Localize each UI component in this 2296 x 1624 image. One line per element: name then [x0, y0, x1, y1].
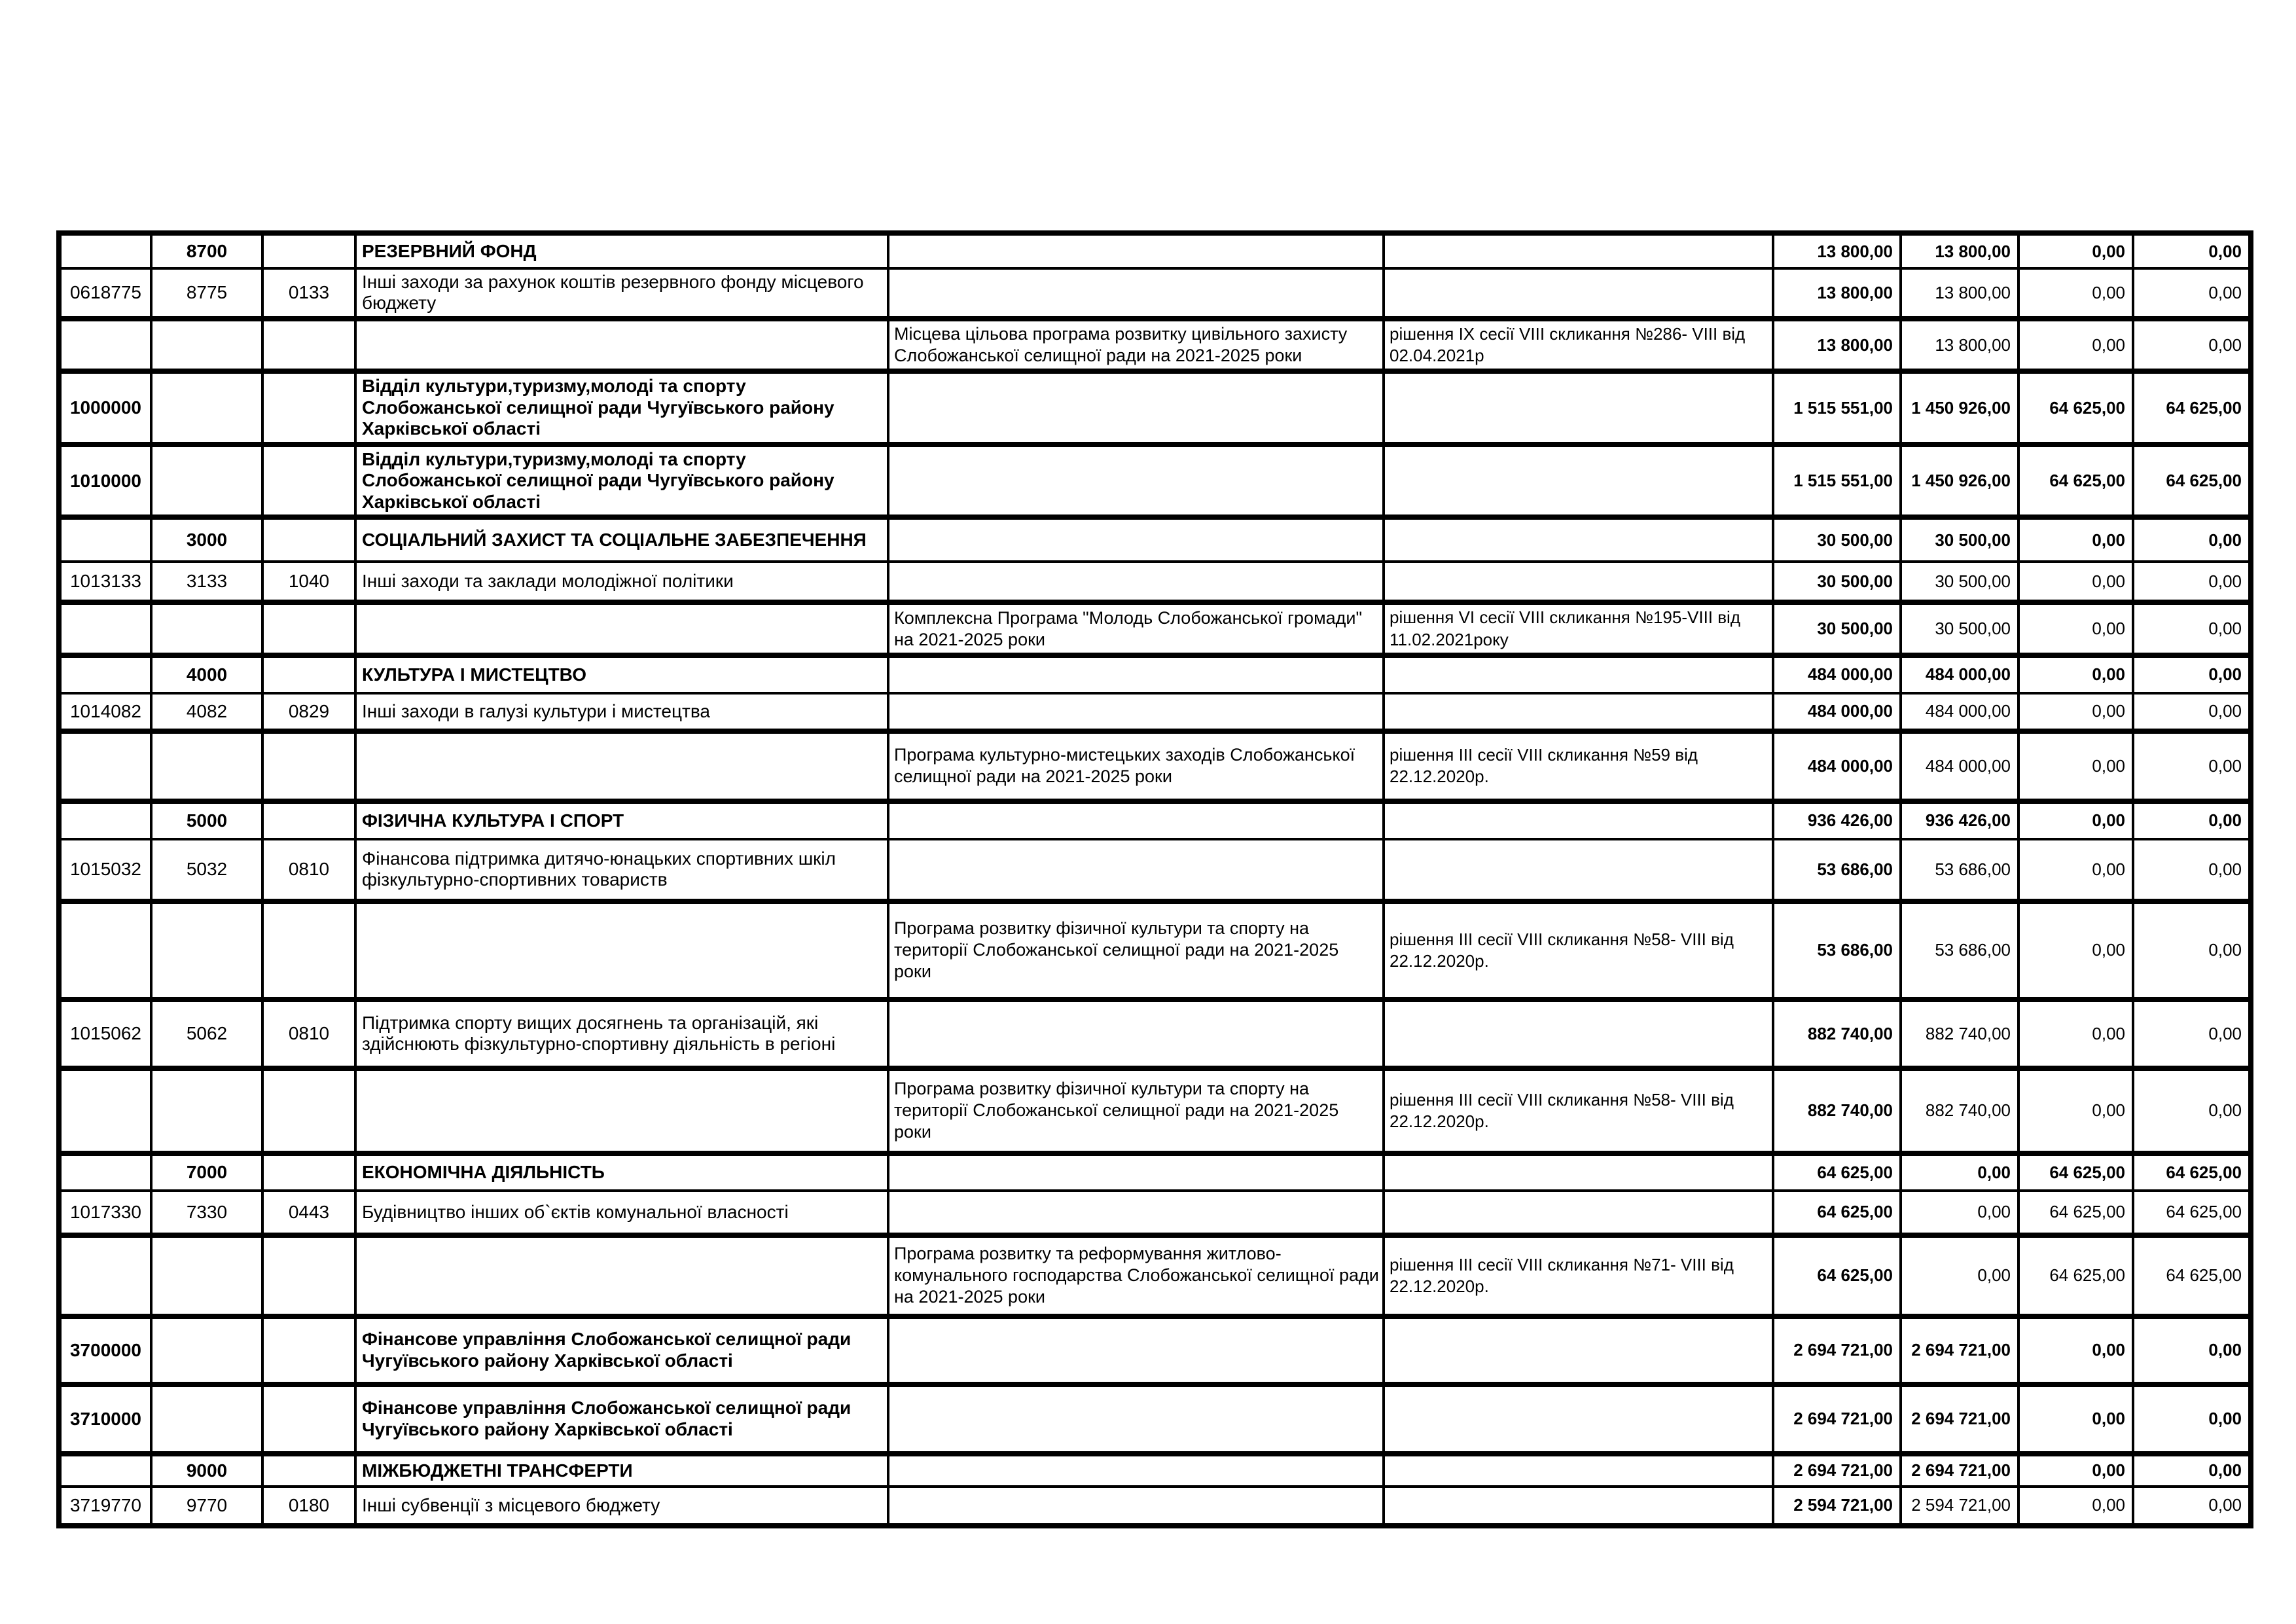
- cell-code-tpkvkmb: [151, 319, 262, 372]
- cell-amount-total: 1 515 551,00: [1773, 371, 1901, 444]
- cell-name: [355, 731, 888, 801]
- cell-code-program: [59, 731, 151, 801]
- cell-amount-development: 64 625,00: [2133, 1191, 2251, 1235]
- cell-decision: [1384, 1384, 1773, 1454]
- cell-amount-development: 0,00: [2133, 901, 2251, 1000]
- cell-decision: рішення III сесії VIII скликання №59 від 22.12.2020р.: [1384, 731, 1773, 801]
- cell-code-tpkvkmb: 5032: [151, 839, 262, 901]
- cell-program: [888, 1487, 1384, 1526]
- cell-program: Програма розвитку фізичної культури та спорту на території Слобожанської селищної ради на 2021-2025 роки: [888, 1068, 1384, 1153]
- cell-decision: [1384, 1191, 1773, 1235]
- cell-program: [888, 1191, 1384, 1235]
- cell-code-program: 3700000: [59, 1316, 151, 1384]
- cell-code-tpkvkmb: [151, 371, 262, 444]
- cell-program: [888, 1454, 1384, 1487]
- cell-amount-development: 0,00: [2133, 562, 2251, 602]
- cell-amount-development: 64 625,00: [2133, 444, 2251, 517]
- cell-amount-special: 0,00: [2018, 839, 2133, 901]
- cell-code-program: 1000000: [59, 371, 151, 444]
- cell-name: [355, 1068, 888, 1153]
- cell-amount-development: 0,00: [2133, 1068, 2251, 1153]
- cell-amount-general: 30 500,00: [1901, 602, 2018, 655]
- cell-amount-total: 64 625,00: [1773, 1191, 1901, 1235]
- cell-amount-development: 0,00: [2133, 233, 2251, 268]
- cell-amount-development: 0,00: [2133, 693, 2251, 731]
- cell-code-tpkvkmb: 8775: [151, 268, 262, 319]
- table-row: [59, 1000, 2251, 1068]
- cell-name: РЕЗЕРВНИЙ ФОНД: [355, 233, 888, 268]
- table-row: [59, 801, 2251, 839]
- cell-code-fk: 0443: [262, 1191, 355, 1235]
- cell-amount-total: 30 500,00: [1773, 517, 1901, 562]
- table-row: [59, 319, 2251, 372]
- cell-program: [888, 801, 1384, 839]
- cell-code-fk: 0180: [262, 1487, 355, 1526]
- cell-amount-special: 64 625,00: [2018, 371, 2133, 444]
- cell-name: [355, 602, 888, 655]
- cell-code-tpkvkmb: [151, 1316, 262, 1384]
- cell-amount-total: 30 500,00: [1773, 562, 1901, 602]
- cell-decision: рішення III сесії VIII скликання №58- VIII від 22.12.2020р.: [1384, 1068, 1773, 1153]
- cell-program: [888, 562, 1384, 602]
- cell-code-fk: [262, 233, 355, 268]
- cell-code-fk: [262, 1068, 355, 1153]
- table-row: [59, 1487, 2251, 1526]
- cell-amount-general: 13 800,00: [1901, 268, 2018, 319]
- cell-amount-general: 30 500,00: [1901, 517, 2018, 562]
- cell-amount-general: 53 686,00: [1901, 839, 2018, 901]
- cell-amount-special: 0,00: [2018, 602, 2133, 655]
- cell-amount-general: 13 800,00: [1901, 319, 2018, 372]
- cell-code-tpkvkmb: [151, 1235, 262, 1316]
- cell-amount-special: 0,00: [2018, 731, 2133, 801]
- cell-program: Місцева цільова програма розвитку цивільного захисту Слобожанської селищної ради на 2021-2025 роки: [888, 319, 1384, 372]
- cell-amount-general: 0,00: [1901, 1191, 2018, 1235]
- budget-table-body: [59, 233, 2251, 1526]
- cell-name: Інші заходи в галузі культури і мистецтва: [355, 693, 888, 731]
- cell-program: [888, 655, 1384, 693]
- cell-code-program: [59, 602, 151, 655]
- cell-amount-special: 0,00: [2018, 801, 2133, 839]
- cell-code-tpkvkmb: [151, 602, 262, 655]
- cell-amount-total: 13 800,00: [1773, 319, 1901, 372]
- cell-code-tpkvkmb: 3000: [151, 517, 262, 562]
- cell-code-program: [59, 901, 151, 1000]
- cell-amount-development: 0,00: [2133, 1384, 2251, 1454]
- cell-code-program: [59, 319, 151, 372]
- cell-code-program: [59, 1235, 151, 1316]
- cell-code-tpkvkmb: 9770: [151, 1487, 262, 1526]
- cell-code-program: [59, 1068, 151, 1153]
- cell-code-tpkvkmb: 3133: [151, 562, 262, 602]
- cell-amount-general: 2 594 721,00: [1901, 1487, 2018, 1526]
- cell-amount-total: 13 800,00: [1773, 233, 1901, 268]
- cell-amount-general: 1 450 926,00: [1901, 444, 2018, 517]
- cell-amount-total: 53 686,00: [1773, 901, 1901, 1000]
- cell-code-tpkvkmb: 4000: [151, 655, 262, 693]
- cell-code-fk: [262, 801, 355, 839]
- cell-name: СОЦІАЛЬНИЙ ЗАХИСТ ТА СОЦІАЛЬНЕ ЗАБЕЗПЕЧЕННЯ: [355, 517, 888, 562]
- table-row: [59, 1316, 2251, 1384]
- cell-name: [355, 901, 888, 1000]
- cell-name: МІЖБЮДЖЕТНІ ТРАНСФЕРТИ: [355, 1454, 888, 1487]
- cell-name: Інші заходи та заклади молодіжної політики: [355, 562, 888, 602]
- cell-amount-development: 0,00: [2133, 602, 2251, 655]
- cell-decision: [1384, 839, 1773, 901]
- cell-name: Інші субвенції з місцевого бюджету: [355, 1487, 888, 1526]
- cell-code-tpkvkmb: 7330: [151, 1191, 262, 1235]
- table-row: [59, 1153, 2251, 1191]
- cell-amount-total: 2 694 721,00: [1773, 1316, 1901, 1384]
- cell-program: [888, 1153, 1384, 1191]
- cell-decision: [1384, 233, 1773, 268]
- cell-amount-general: 936 426,00: [1901, 801, 2018, 839]
- cell-amount-special: 0,00: [2018, 1454, 2133, 1487]
- cell-code-fk: [262, 1235, 355, 1316]
- cell-amount-total: 484 000,00: [1773, 655, 1901, 693]
- cell-decision: [1384, 1487, 1773, 1526]
- cell-program: Комплексна Програма "Молодь Слобожанської громади" на 2021-2025 роки: [888, 602, 1384, 655]
- cell-amount-total: 484 000,00: [1773, 693, 1901, 731]
- cell-name: Відділ культури,туризму,молоді та спорту Слобожанської селищної ради Чугуївського району Харківської області: [355, 444, 888, 517]
- table-row: [59, 1235, 2251, 1316]
- cell-amount-total: 484 000,00: [1773, 731, 1901, 801]
- cell-amount-development: 0,00: [2133, 1454, 2251, 1487]
- cell-amount-general: 484 000,00: [1901, 655, 2018, 693]
- cell-decision: рішення IX сесії VIII скликання №286- VIII від 02.04.2021р: [1384, 319, 1773, 372]
- cell-code-program: 3710000: [59, 1384, 151, 1454]
- cell-program: [888, 517, 1384, 562]
- cell-amount-special: 0,00: [2018, 1068, 2133, 1153]
- cell-decision: [1384, 562, 1773, 602]
- cell-code-fk: [262, 517, 355, 562]
- cell-amount-general: 484 000,00: [1901, 731, 2018, 801]
- cell-code-fk: 0810: [262, 1000, 355, 1068]
- cell-code-program: [59, 1454, 151, 1487]
- table-row: [59, 1454, 2251, 1487]
- cell-program: [888, 268, 1384, 319]
- cell-amount-special: 64 625,00: [2018, 1235, 2133, 1316]
- cell-code-program: [59, 233, 151, 268]
- cell-decision: [1384, 655, 1773, 693]
- cell-program: [888, 371, 1384, 444]
- cell-code-tpkvkmb: [151, 444, 262, 517]
- cell-code-fk: [262, 1384, 355, 1454]
- cell-amount-general: 0,00: [1901, 1235, 2018, 1316]
- cell-code-fk: [262, 319, 355, 372]
- cell-name: [355, 319, 888, 372]
- cell-program: [888, 1384, 1384, 1454]
- cell-code-tpkvkmb: 9000: [151, 1454, 262, 1487]
- cell-code-fk: [262, 655, 355, 693]
- table-row: [59, 693, 2251, 731]
- table-row: [59, 233, 2251, 268]
- table-row: [59, 371, 2251, 444]
- cell-program: [888, 839, 1384, 901]
- cell-amount-general: 0,00: [1901, 1153, 2018, 1191]
- cell-name: ФІЗИЧНА КУЛЬТУРА І СПОРТ: [355, 801, 888, 839]
- cell-code-program: 1015062: [59, 1000, 151, 1068]
- cell-program: [888, 233, 1384, 268]
- cell-amount-development: 0,00: [2133, 839, 2251, 901]
- cell-amount-general: 882 740,00: [1901, 1000, 2018, 1068]
- cell-name: Відділ культури,туризму,молоді та спорту Слобожанської селищної ради Чугуївського району Харківської області: [355, 371, 888, 444]
- cell-code-tpkvkmb: 5000: [151, 801, 262, 839]
- cell-amount-development: 64 625,00: [2133, 1153, 2251, 1191]
- cell-decision: [1384, 693, 1773, 731]
- cell-amount-total: 13 800,00: [1773, 268, 1901, 319]
- cell-amount-special: 0,00: [2018, 1000, 2133, 1068]
- cell-amount-development: 0,00: [2133, 319, 2251, 372]
- cell-amount-special: 0,00: [2018, 268, 2133, 319]
- cell-name: [355, 1235, 888, 1316]
- cell-code-fk: [262, 444, 355, 517]
- table-row: [59, 1068, 2251, 1153]
- cell-decision: [1384, 517, 1773, 562]
- cell-amount-general: 1 450 926,00: [1901, 371, 2018, 444]
- cell-program: Програма розвитку та реформування житлово-комунального господарства Слобожанської селищної ради на 2021-2025 роки: [888, 1235, 1384, 1316]
- cell-code-program: [59, 1153, 151, 1191]
- cell-decision: [1384, 1153, 1773, 1191]
- cell-program: [888, 1316, 1384, 1384]
- cell-amount-development: 0,00: [2133, 731, 2251, 801]
- cell-amount-development: 0,00: [2133, 1000, 2251, 1068]
- budget-table: [56, 230, 2253, 1528]
- cell-code-tpkvkmb: 8700: [151, 233, 262, 268]
- cell-program: [888, 693, 1384, 731]
- cell-amount-development: 64 625,00: [2133, 1235, 2251, 1316]
- cell-code-program: 0618775: [59, 268, 151, 319]
- cell-amount-general: 53 686,00: [1901, 901, 2018, 1000]
- cell-decision: [1384, 1316, 1773, 1384]
- cell-code-fk: 0810: [262, 839, 355, 901]
- cell-code-tpkvkmb: [151, 731, 262, 801]
- cell-amount-total: 882 740,00: [1773, 1000, 1901, 1068]
- cell-amount-development: 0,00: [2133, 1316, 2251, 1384]
- table-row: [59, 444, 2251, 517]
- cell-amount-total: 30 500,00: [1773, 602, 1901, 655]
- cell-amount-general: 2 694 721,00: [1901, 1454, 2018, 1487]
- cell-decision: [1384, 268, 1773, 319]
- cell-program: Програма розвитку фізичної культури та спорту на території Слобожанської селищної ради на 2021-2025 роки: [888, 901, 1384, 1000]
- cell-code-tpkvkmb: [151, 1384, 262, 1454]
- cell-code-program: 1017330: [59, 1191, 151, 1235]
- cell-code-tpkvkmb: 4082: [151, 693, 262, 731]
- cell-amount-general: 2 694 721,00: [1901, 1316, 2018, 1384]
- cell-decision: [1384, 1000, 1773, 1068]
- cell-amount-general: 30 500,00: [1901, 562, 2018, 602]
- cell-decision: [1384, 1454, 1773, 1487]
- table-row: [59, 1191, 2251, 1235]
- table-row: [59, 517, 2251, 562]
- cell-name: Фінансове управління Слобожанської селищної ради Чугуївського району Харківської області: [355, 1316, 888, 1384]
- cell-amount-special: 64 625,00: [2018, 1191, 2133, 1235]
- cell-code-fk: 1040: [262, 562, 355, 602]
- cell-amount-total: 64 625,00: [1773, 1235, 1901, 1316]
- table-row: [59, 901, 2251, 1000]
- cell-amount-development: 0,00: [2133, 1487, 2251, 1526]
- cell-code-tpkvkmb: [151, 901, 262, 1000]
- cell-amount-special: 0,00: [2018, 562, 2133, 602]
- cell-amount-total: 2 694 721,00: [1773, 1384, 1901, 1454]
- cell-amount-special: 0,00: [2018, 233, 2133, 268]
- cell-code-program: 3719770: [59, 1487, 151, 1526]
- cell-amount-development: 0,00: [2133, 801, 2251, 839]
- cell-code-program: [59, 517, 151, 562]
- cell-name: ЕКОНОМІЧНА ДІЯЛЬНІСТЬ: [355, 1153, 888, 1191]
- cell-program: [888, 444, 1384, 517]
- cell-name: Будівництво інших об`єктів комунальної власності: [355, 1191, 888, 1235]
- cell-amount-special: 0,00: [2018, 1384, 2133, 1454]
- cell-decision: рішення VI сесії VIII скликання №195-VIII від 11.02.2021року: [1384, 602, 1773, 655]
- cell-name: Фінансова підтримка дитячо-юнацьких спортивних шкіл фізкультурно-спортивних товариств: [355, 839, 888, 901]
- table-row: [59, 268, 2251, 319]
- cell-code-fk: [262, 1153, 355, 1191]
- cell-amount-development: 0,00: [2133, 268, 2251, 319]
- cell-amount-total: 64 625,00: [1773, 1153, 1901, 1191]
- cell-name: КУЛЬТУРА І МИСТЕЦТВО: [355, 655, 888, 693]
- cell-name: Фінансове управління Слобожанської селищної ради Чугуївського району Харківської області: [355, 1384, 888, 1454]
- cell-amount-total: 53 686,00: [1773, 839, 1901, 901]
- cell-code-fk: [262, 1454, 355, 1487]
- cell-amount-special: 64 625,00: [2018, 1153, 2133, 1191]
- cell-amount-special: 0,00: [2018, 655, 2133, 693]
- cell-amount-special: 0,00: [2018, 1316, 2133, 1384]
- cell-code-fk: [262, 602, 355, 655]
- cell-code-program: 1013133: [59, 562, 151, 602]
- cell-code-program: 1010000: [59, 444, 151, 517]
- cell-decision: [1384, 801, 1773, 839]
- cell-code-program: [59, 801, 151, 839]
- cell-amount-development: 0,00: [2133, 517, 2251, 562]
- cell-amount-special: 0,00: [2018, 901, 2133, 1000]
- cell-amount-special: 0,00: [2018, 517, 2133, 562]
- cell-name: Інші заходи за рахунок коштів резервного фонду місцевого бюджету: [355, 268, 888, 319]
- cell-amount-total: 882 740,00: [1773, 1068, 1901, 1153]
- cell-code-tpkvkmb: 7000: [151, 1153, 262, 1191]
- cell-code-fk: 0829: [262, 693, 355, 731]
- cell-decision: [1384, 444, 1773, 517]
- cell-code-fk: [262, 1316, 355, 1384]
- cell-amount-special: 0,00: [2018, 1487, 2133, 1526]
- table-row: [59, 839, 2251, 901]
- cell-code-tpkvkmb: 5062: [151, 1000, 262, 1068]
- cell-amount-total: 936 426,00: [1773, 801, 1901, 839]
- cell-code-tpkvkmb: [151, 1068, 262, 1153]
- cell-amount-special: 0,00: [2018, 319, 2133, 372]
- cell-amount-special: 0,00: [2018, 693, 2133, 731]
- table-row: [59, 731, 2251, 801]
- cell-code-fk: [262, 901, 355, 1000]
- cell-program: Програма культурно-мистецьких заходів Слобожанської селищної ради на 2021-2025 роки: [888, 731, 1384, 801]
- cell-decision: рішення III сесії VIII скликання №58- VIII від 22.12.2020р.: [1384, 901, 1773, 1000]
- cell-code-program: 1015032: [59, 839, 151, 901]
- cell-program: [888, 1000, 1384, 1068]
- cell-decision: [1384, 371, 1773, 444]
- cell-amount-development: 64 625,00: [2133, 371, 2251, 444]
- cell-decision: рішення III сесії VIII скликання №71- VIII від 22.12.2020р.: [1384, 1235, 1773, 1316]
- cell-code-fk: [262, 371, 355, 444]
- table-row: [59, 1384, 2251, 1454]
- cell-amount-general: 13 800,00: [1901, 233, 2018, 268]
- cell-amount-total: 1 515 551,00: [1773, 444, 1901, 517]
- cell-code-program: [59, 655, 151, 693]
- cell-name: Підтримка спорту вищих досягнень та організацій, які здійснюють фізкультурно-спортивну діяльність в регіоні: [355, 1000, 888, 1068]
- cell-code-program: 1014082: [59, 693, 151, 731]
- table-row: [59, 602, 2251, 655]
- table-row: [59, 562, 2251, 602]
- cell-amount-development: 0,00: [2133, 655, 2251, 693]
- cell-amount-general: 2 694 721,00: [1901, 1384, 2018, 1454]
- cell-amount-general: 882 740,00: [1901, 1068, 2018, 1153]
- cell-code-fk: 0133: [262, 268, 355, 319]
- cell-amount-special: 64 625,00: [2018, 444, 2133, 517]
- cell-code-fk: [262, 731, 355, 801]
- cell-amount-total: 2 694 721,00: [1773, 1454, 1901, 1487]
- table-row: [59, 655, 2251, 693]
- cell-amount-total: 2 594 721,00: [1773, 1487, 1901, 1526]
- cell-amount-general: 484 000,00: [1901, 693, 2018, 731]
